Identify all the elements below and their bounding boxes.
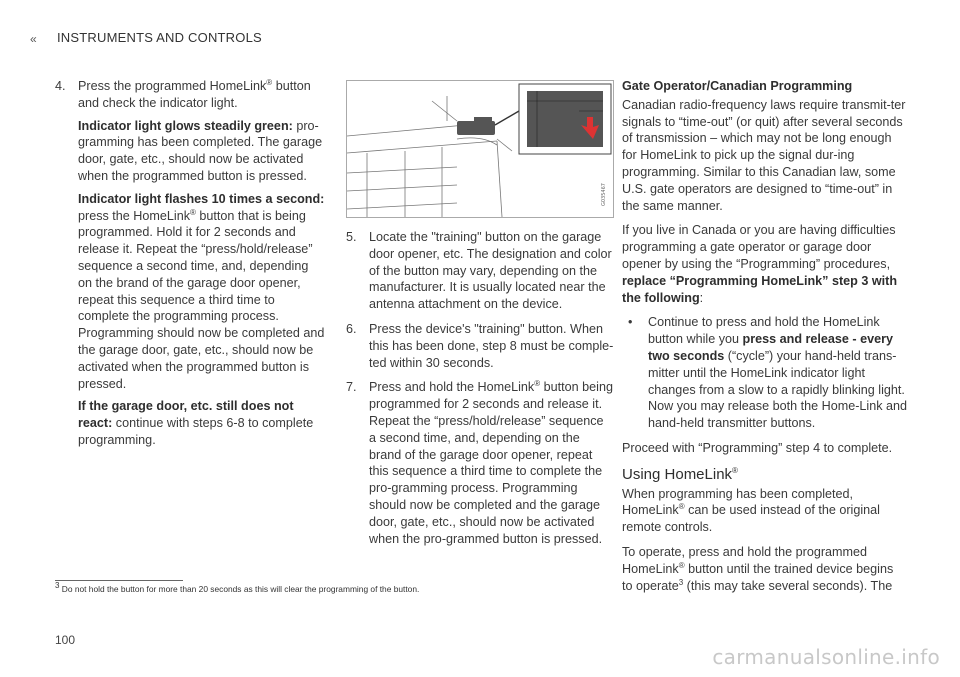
column-left <box>55 78 325 457</box>
column-middle <box>346 229 614 555</box>
step-7: 7. Press and hold the HomeLink® button being programmed for 2 seconds and release it. Repeat the “press/hold/release” sequence a second time, and, depending on the brand of the garage door opener, repeat this sequence a third time to complete the pro-gramming process. Programming should now be completed and the garage door, gate, etc., should now be activated when the pro-grammed button is pressed. <box>346 379 613 546</box>
step-5: 5. Locate the "training" button on the garage door opener, etc. The designation and color of the button may vary, depending on the manufacturer. It is usually located near the antenna attachment on the device. <box>346 230 612 312</box>
step-number: 4. <box>55 79 66 93</box>
footnote-divider <box>55 580 183 581</box>
gate-paragraph-1: Canadian radio-frequency laws require transmit-ter signals to “time-out” (or quit) after several seconds of transmission – which may not be long enough for HomeLink to pick up the signal dur-ing programming. Similar to this Canadian law, some U.S. gate operators are designed to “time-out” in the same manner. <box>622 97 906 213</box>
garage-opener-drawing <box>347 81 613 217</box>
gate-bullet: • Continue to press and hold the HomeLink button while you press and release - every two seconds (“cycle”) your hand-held trans-mitter until the HomeLink indicator light changes from a slow to a rapidly blinking light. Now you may release both the Home-Link and hand-held transmitter buttons. <box>628 315 908 431</box>
gate-paragraph-2: If you live in Canada or you are having difficulties programming a gate operator or garage door opener by using the “Programming” procedures, replace “Programming HomeLink” step 3 with the following: <box>622 223 898 305</box>
using-homelink-title: Using HomeLink® <box>622 465 738 483</box>
proceed-text: Proceed with “Programming” step 4 to complete. <box>622 440 893 455</box>
bullet-dot: • <box>628 315 633 330</box>
column-right <box>622 78 907 602</box>
steady-green-note: Indicator light glows steadily green: pro-gramming has been completed. The garage door, gate, etc., should now be activated when the programmed button is pressed. <box>78 118 323 183</box>
section-header: INSTRUMENTS AND CONTROLS <box>57 30 262 45</box>
step-6: 6. Press the device's "training" button. When this has been done, step 8 must be comple-ted within 30 seconds. <box>346 321 614 370</box>
watermark: carmanualsonline.info <box>712 645 940 669</box>
image-code: G035467 <box>601 183 607 206</box>
step-4: 4. Press the programmed HomeLink® button and check the indicator light. Indicator light glows steadily green: pro-gramming has been completed. The garage door, gate, etc., should now be activated when the programmed button is pressed. Indicator light flashes 10 times a second: press the HomeLink® button that is being programmed. Hold it for 2 seconds and release it. Repeat the “press/hold/release” sequence a second time, and, depending on the brand of the garage door opener, repeat this sequence a third time to complete the programming process. Programming should now be completed and the garage door, gate, etc., should now be activated when the programmed button is pressed. If the garage door, etc. still does not react: continue with steps 6-8 to complete programming. <box>55 77 325 447</box>
gate-operator-title: Gate Operator/Canadian Programming <box>622 79 853 93</box>
garage-opener-illustration <box>346 80 614 218</box>
footnote: $^3$ Do not hold the button for more than 20 seconds as this will clear the programming of the button. <box>55 581 420 594</box>
using-paragraph-2: To operate, press and hold the programmed HomeLink® button until the trained device begins to operate$^3$ (this may take several seconds). The <box>622 544 894 593</box>
back-arrows-icon[interactable]: « <box>30 32 35 46</box>
flash-note: Indicator light flashes 10 times a second: press the HomeLink® button that is being programmed. Hold it for 2 seconds and release it. Repeat the “press/hold/release” sequence a second time, and, depending on the brand of the garage door opener, repeat this sequence a third time to complete the programming process. Programming should now be completed and the garage door, gate, etc., should now be activated when the programmed button is pressed. <box>78 191 325 391</box>
no-react-note: If the garage door, etc. still does not react: continue with steps 6-8 to complete programming. <box>78 399 314 447</box>
page-number: 100 <box>55 633 76 647</box>
using-paragraph-1: When programming has been completed, HomeLink® can be used instead of the original remote controls. <box>622 486 880 535</box>
